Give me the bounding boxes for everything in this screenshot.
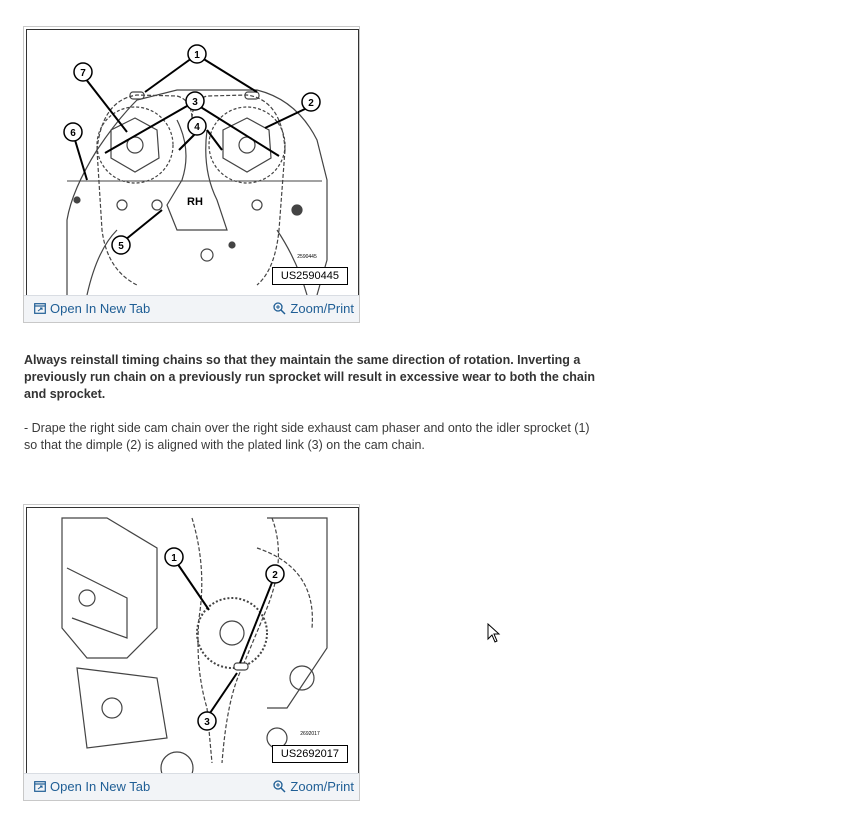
mouse-pointer-icon xyxy=(487,623,501,643)
figure-1-footer xyxy=(24,295,359,322)
figure-2-image[interactable] xyxy=(26,507,359,774)
callout-3: 3 xyxy=(192,97,198,108)
timing-chain-diagram-1 xyxy=(27,30,358,295)
zoom-print-link-2[interactable] xyxy=(273,779,354,794)
callout-7: 7 xyxy=(80,68,86,79)
open-new-tab-icon xyxy=(34,781,46,792)
open-in-new-tab-link-1[interactable] xyxy=(34,301,150,316)
zoom-print-link-1[interactable] xyxy=(273,301,354,316)
callout-2: 2 xyxy=(308,98,314,109)
figure-id-badge-2: US2692017 xyxy=(272,745,348,763)
timing-chain-diagram-2 xyxy=(27,508,358,773)
warning-note: Always reinstall timing chains so that they maintain the same direction of rotation. Inverting a previously run chain on a previously run sprocket will result in excessive wear to both the chain and sprocket. xyxy=(24,353,595,401)
open-new-tab-icon xyxy=(34,303,46,314)
rh-label: RH xyxy=(187,196,203,208)
callout-5: 5 xyxy=(118,241,124,252)
open-in-new-tab-link-2[interactable] xyxy=(34,779,150,794)
figure-id-badge-1: US2590445 xyxy=(272,267,348,285)
zoom-print-label: Zoom/Print xyxy=(290,779,354,794)
callout-1: 1 xyxy=(194,50,200,61)
zoom-in-icon xyxy=(273,780,286,793)
zoom-in-icon xyxy=(273,302,286,315)
callout-6: 6 xyxy=(70,128,76,139)
callout-4: 4 xyxy=(194,122,200,133)
figure-1-image[interactable] xyxy=(26,29,359,296)
callout-2: 2 xyxy=(272,570,278,581)
print-code-1: 2590445 xyxy=(297,254,317,260)
instruction-step: - Drape the right side cam chain over the right side exhaust cam phaser and onto the idler sprocket (1) so that the dimple (2) is aligned with the plated link (3) on the cam chain. xyxy=(24,421,590,452)
figure-2-footer xyxy=(24,773,359,800)
zoom-print-label: Zoom/Print xyxy=(290,301,354,316)
print-code-2: 2692017 xyxy=(300,731,320,737)
figure-1 xyxy=(23,26,360,323)
open-in-new-tab-label: Open In New Tab xyxy=(50,301,151,316)
open-in-new-tab-label: Open In New Tab xyxy=(50,779,151,794)
callout-1: 1 xyxy=(171,553,177,564)
callout-3: 3 xyxy=(204,717,210,728)
figure-2 xyxy=(23,504,360,801)
